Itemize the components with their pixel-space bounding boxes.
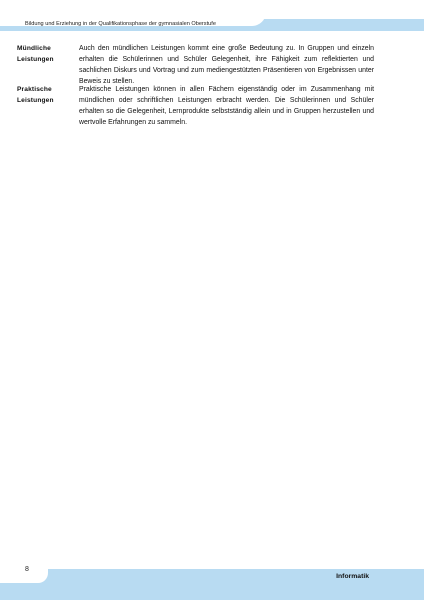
header (0, 0, 424, 38)
footer-tab (0, 569, 48, 583)
section-label-line: Praktische (17, 86, 52, 93)
section-text: Auch den mündlichen Leistungen kommt eine große Bedeutung zu. In Gruppen und einzeln erhalten die Schülerinnen und Schüler Gelegenheit, ihre Fähigkeit zum reflektierten und sachlichen Diskurs und Vortrag und zum mediengestützten Präsentieren von Ergebnissen unter Beweis zu stellen. (79, 45, 374, 85)
section-label-line: Leistungen (17, 97, 54, 104)
section-text: Praktische Leistungen können in allen Fächern eigenständig oder im Zusammenhang mit mündlichen oder schriftlichen Leistungen erbracht werden. Die Schülerinnen und Schüler erhalten so die Gelegenheit, Lernprodukte selbstständig allein und in Gruppen herzustellen und wertvolle Erfahrungen zu sammeln. (79, 86, 374, 126)
section-label-line: Leistungen (17, 56, 54, 63)
subject-label: Informatik (336, 573, 369, 580)
running-title: Bildung und Erziehung in der Qualifikationsphase der gymnasialen Oberstufe (25, 21, 216, 27)
section-label (17, 84, 77, 106)
page-number: 8 (25, 566, 29, 573)
section-label-line: Mündliche (17, 45, 51, 52)
section-label (17, 43, 77, 65)
